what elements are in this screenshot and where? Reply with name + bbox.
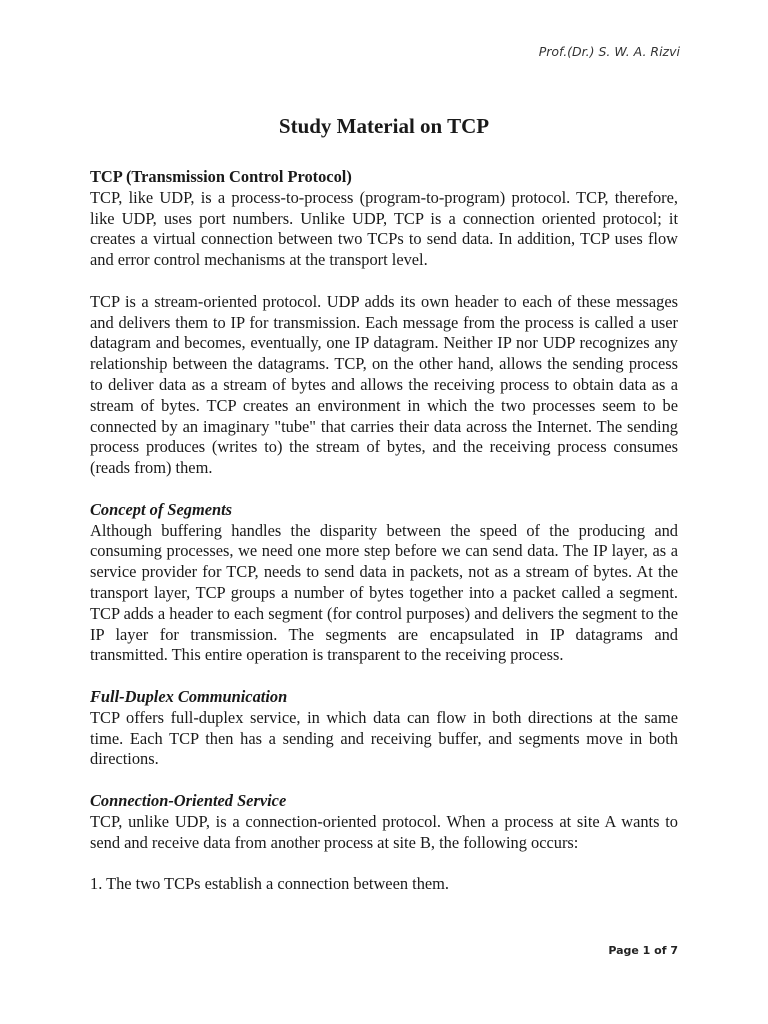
author-header: Prof.(Dr.) S. W. A. Rizvi [538, 44, 680, 59]
page-title: Study Material on TCP [278, 114, 490, 138]
section-connection-oriented [90, 791, 678, 853]
section-full-duplex [90, 687, 678, 770]
list-item: 1. The two TCPs establish a connection between them. [90, 874, 450, 894]
section-segments [90, 500, 678, 666]
section-heading: TCP (Transmission Control Protocol) [90, 167, 352, 186]
paragraph: Although buffering handles the disparity between the speed of the producing and consuming processes, we need one more step before we can send data. The IP layer, as a service provider for TCP, needs to send data in packets, not as a stream of bytes. At the transport layer, TCP groups a number of bytes together into a packet called a segment. TCP adds a header to each segment (for control purposes) and delivers the segment to the IP layer for transmission. The segments are encapsulated in IP datagrams and transmitted. This entire operation is transparent to the receiving process. [90, 520, 678, 665]
section-heading: Connection-Oriented Service [90, 790, 287, 810]
paragraph: TCP offers full-duplex service, in which data can flow in both directions at the same time. Each TCP then has a sending and receiving buffer, and segments move in both directions. [90, 707, 678, 769]
page-number: Page 1 of 7 [608, 944, 678, 957]
paragraph: TCP, unlike UDP, is a connection-oriented protocol. When a process at site A wants to send and receive data from another process at site B, the following occurs: [90, 811, 678, 852]
section-heading: Concept of Segments [90, 499, 233, 519]
document-body [90, 167, 678, 916]
paragraph: TCP is a stream-oriented protocol. UDP adds its own header to each of these messages and delivers them to IP for transmission. Each message from the process is called a user datagram and becomes, eventually, one IP datagram. Neither IP nor UDP recognizes any relationship between the datagrams. TCP, on the other hand, allows the sending process to deliver data as a stream of bytes and allows the receiving process to obtain data as a stream of bytes. TCP creates an environment in which the two processes seem to be connected by an imaginary "tube" that carries their data across the Internet. The sending process produces (writes to) the stream of bytes, and the receiving process consumes (reads from) them. [90, 291, 678, 478]
section-tcp [90, 167, 678, 271]
paragraph: TCP, like UDP, is a process-to-process (program-to-program) protocol. TCP, therefore, like UDP, uses port numbers. Unlike UDP, TCP is a connection oriented protocol; it creates a virtual connection between two TCPs to send data. In addition, TCP uses flow and error control mechanisms at the transport level. [90, 187, 678, 270]
section-heading: Full-Duplex Communication [90, 686, 288, 706]
